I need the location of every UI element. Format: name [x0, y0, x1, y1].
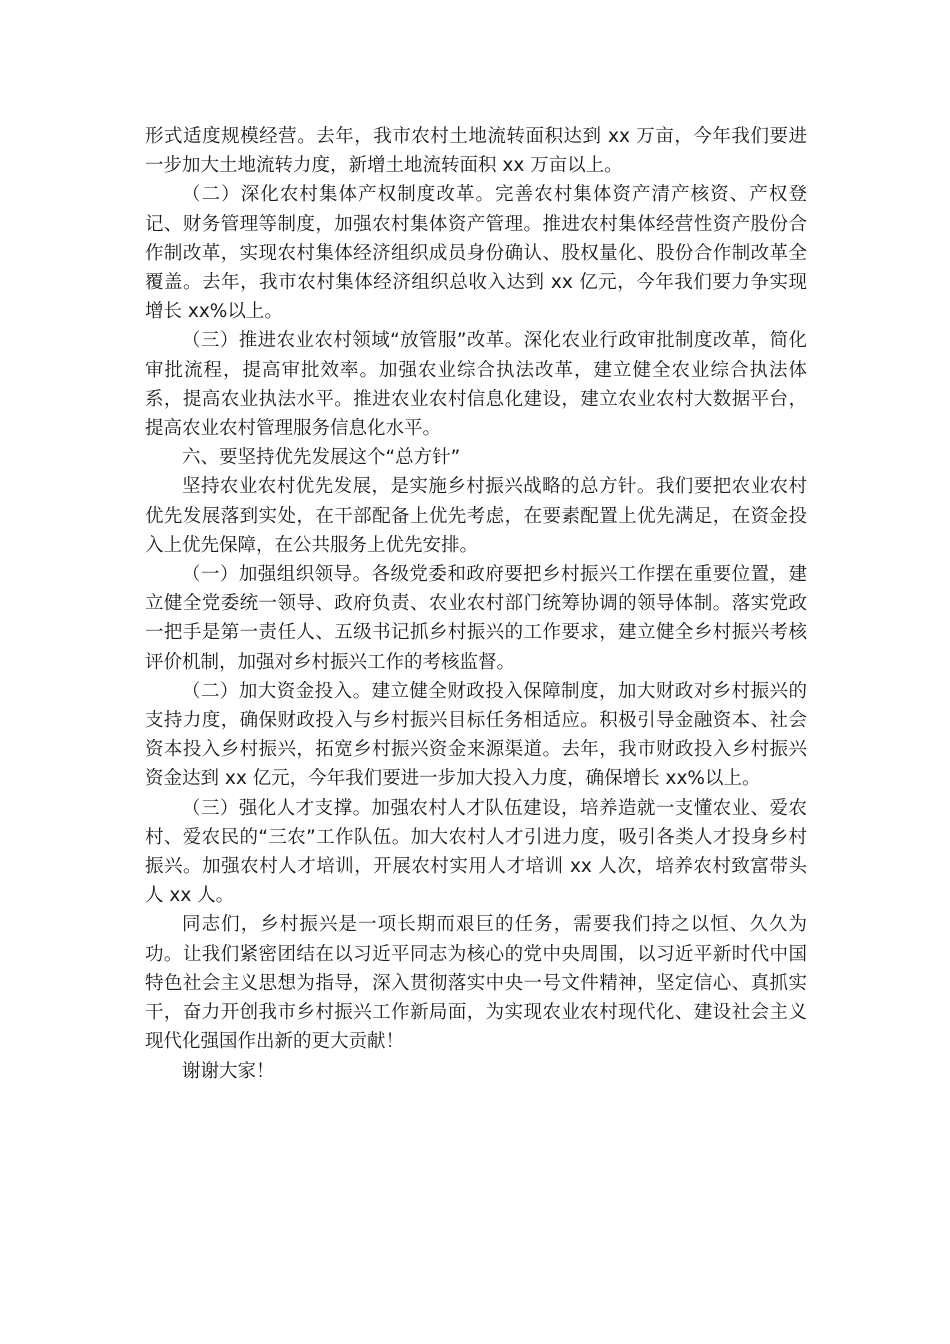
paragraph-closing-remarks: 同志们，乡村振兴是一项长期而艰巨的任务，需要我们持之以恒、久久为功。让我们紧密团结在以习近平同志为核心的党中央周围，以习近平新时代中国特色社会主义思想为指导，深入贯彻落实中央一号文件精神，坚定信心、真抓实干，奋力开创我市乡村振兴工作新局面，为实现农业农村现代化、建设社会主义现代化强国作出新的更大贡献！ — [145, 914, 807, 1053]
paragraph-fangguanfu-reform: （三）推进农业农村领域“放管服”改革。深化农业行政审批制度改革，简化审批流程，提高审批效率。加强农业综合执法改革，建立健全农业综合执法体系，提高农业执法水平。推进农业农村信息化建设，建立农业农村大数据平台，提高农业农村管理服务信息化水平。 — [145, 330, 807, 440]
paragraph-land-transfer-continued: 形式适度规模经营。去年，我市农村土地流转面积达到 xx 万亩，今年我们要进一步加大土地流转力度，新增土地流转面积 xx 万亩以上。 — [145, 126, 807, 177]
paragraph-organizational-leadership: （一）加强组织领导。各级党委和政府要把乡村振兴工作摆在重要位置，建立健全党委统一领导、政府负责、农业农村部门统筹协调的领导体制。落实党政一把手是第一责任人、五级书记抓乡村振兴的工作要求，建立健全乡村振兴考核评价机制，加强对乡村振兴工作的考核监督。 — [145, 564, 807, 673]
document-body — [145, 122, 807, 1086]
paragraph-talent-support: （三）强化人才支撑。加强农村人才队伍建设，培养造就一支懂农业、爱农村、爱农民的“三农”工作队伍。加大农村人才引进力度，吸引各类人才投身乡村振兴。加强农村人才培训，开展农村实用人才培训 xx 人次，培养农村致富带头人 xx 人。 — [145, 797, 807, 907]
paragraph-priority-development-intro: 坚持农业农村优先发展，是实施乡村振兴战略的总方针。我们要把农业农村优先发展落到实处，在干部配备上优先考虑，在要素配置上优先满足，在资金投入上优先保障，在公共服务上优先安排。 — [145, 476, 807, 556]
paragraph-collective-property-reform: （二）深化农村集体产权制度改革。完善农村集体资产清产核资、产权登记、财务管理等制度，加强农村集体资产管理。推进农村集体经营性资产股份合作制改革，实现农村集体经济组织成员身份确认、股权量化、股份合作制改革全覆盖。去年，我市农村集体经济组织总收入达到 xx 亿元，今年我们要力争实现增长 xx%以上。 — [145, 184, 807, 323]
paragraph-thanks: 谢谢大家！ — [182, 1060, 275, 1082]
paragraph-funding-investment: （二）加大资金投入。建立健全财政投入保障制度，加大财政对乡村振兴的支持力度，确保财政投入与乡村振兴目标任务相适应。积极引导金融资本、社会资本投入乡村振兴，拓宽乡村振兴资金来源渠道。去年，我市财政投入乡村振兴资金达到 xx 亿元，今年我们要进一步加大投入力度，确保增长 xx%以上。 — [145, 680, 807, 790]
section-heading-priority-development: 六、要坚持优先发展这个“总方针” — [182, 447, 461, 469]
